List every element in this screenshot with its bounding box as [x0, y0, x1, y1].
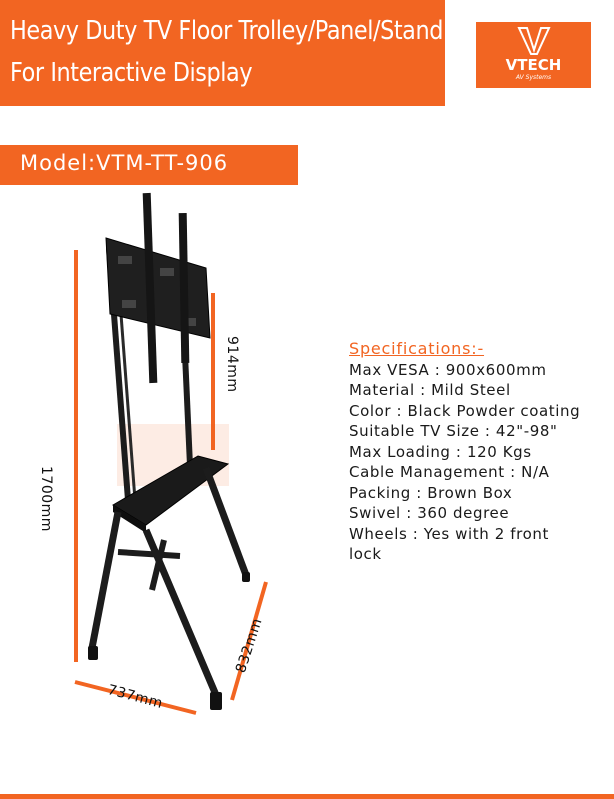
model-label: Model:VTM-TT-906: [20, 151, 229, 175]
spec-line: Max Loading : 120 Kgs: [349, 443, 532, 461]
spec-line: Wheels : Yes with 2 front: [349, 525, 549, 543]
spec-line: lock: [349, 545, 382, 563]
spec-line: Max VESA : 900x600mm: [349, 361, 547, 379]
logo-name: VTECH: [505, 56, 562, 74]
bottom-rule: [0, 794, 614, 799]
spec-line: Packing : Brown Box: [349, 484, 513, 502]
spec-line: Suitable TV Size : 42"-98": [349, 422, 558, 440]
mount-dimension-label: 914mm: [224, 336, 240, 393]
width-dimension-label: 737mm: [105, 682, 165, 713]
height-dimension-label: 1700mm: [38, 466, 54, 532]
specifications-heading: Specifications:-: [349, 339, 485, 358]
depth-dimension-label: 832mm: [233, 616, 266, 675]
spec-line: Material : Mild Steel: [349, 381, 511, 399]
spec-line: Swivel : 360 degree: [349, 504, 510, 522]
title-line-2: For Interactive Display: [10, 58, 253, 88]
spec-line: Cable Management : N/A: [349, 463, 550, 481]
title-line-1: Heavy Duty TV Floor Trolley/Panel/Stand: [10, 16, 443, 46]
logo-tagline: AV Systems: [515, 74, 552, 81]
spec-line: Color : Black Powder coating: [349, 402, 581, 420]
